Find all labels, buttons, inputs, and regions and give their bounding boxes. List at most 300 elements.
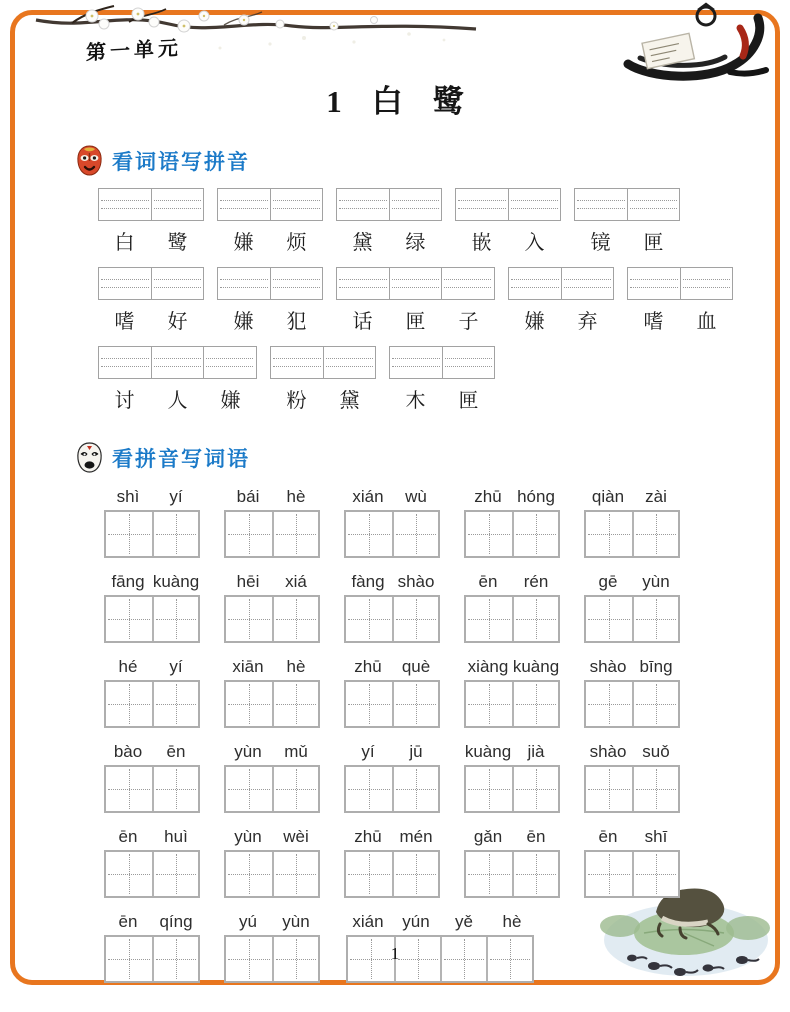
pinyin-answer-box[interactable] xyxy=(217,188,323,221)
word-char: 入 xyxy=(524,232,545,254)
exercise-row xyxy=(40,483,750,558)
word-entry xyxy=(98,188,204,260)
pinyin-grid-cell xyxy=(680,268,732,299)
word-entry xyxy=(98,267,204,339)
pinyin-label xyxy=(224,823,320,847)
pinyin-label xyxy=(344,653,440,677)
character-grid-cell xyxy=(586,767,632,811)
character-grid-cell xyxy=(466,597,512,641)
pinyin-entry xyxy=(464,738,560,813)
word-char: 嗜 xyxy=(643,311,664,333)
character-answer-box[interactable] xyxy=(344,510,440,558)
character-grid-cell xyxy=(466,852,512,896)
pinyin-syllable: xiān xyxy=(232,657,264,676)
pinyin-syllable: gǎn xyxy=(473,827,503,846)
pinyin-entry xyxy=(344,653,440,728)
character-grid-cell xyxy=(586,512,632,556)
character-grid-cell xyxy=(152,682,198,726)
pinyin-entry xyxy=(344,483,440,558)
pinyin-grid-cell xyxy=(627,189,679,220)
pinyin-syllable: ēn xyxy=(118,827,138,846)
pinyin-syllable: què xyxy=(401,657,431,676)
pinyin-answer-box[interactable] xyxy=(217,267,323,300)
character-grid-cell xyxy=(466,767,512,811)
pinyin-entry xyxy=(104,823,200,898)
pinyin-syllable: xiàng xyxy=(467,657,509,676)
character-grid-cell xyxy=(512,767,558,811)
word-char: 嫌 xyxy=(524,311,545,333)
pinyin-syllable: yú xyxy=(239,912,257,931)
word-label xyxy=(98,305,204,334)
character-grid-cell xyxy=(152,767,198,811)
pinyin-grid-cell xyxy=(270,268,322,299)
word-entry xyxy=(98,346,257,418)
pinyin-syllable: yùn xyxy=(642,572,670,591)
pinyin-syllable: mǔ xyxy=(284,742,308,761)
character-answer-box[interactable] xyxy=(104,850,200,898)
character-grid-cell xyxy=(392,767,438,811)
pinyin-answer-box[interactable] xyxy=(98,188,204,221)
character-grid-cell xyxy=(346,597,392,641)
pinyin-entry xyxy=(224,738,320,813)
pinyin-label xyxy=(584,738,680,762)
pinyin-label xyxy=(584,823,680,847)
character-grid-cell xyxy=(586,682,632,726)
pinyin-syllable: ēn xyxy=(526,827,546,846)
pinyin-syllable: fàng xyxy=(351,572,385,591)
exercise-row xyxy=(40,188,750,260)
character-grid-cell xyxy=(346,852,392,896)
character-grid-cell xyxy=(346,682,392,726)
pinyin-grid-cell xyxy=(218,189,270,220)
word-label xyxy=(389,384,495,413)
word-label xyxy=(627,305,733,334)
word-entry xyxy=(217,188,323,260)
opera-mask-red-icon xyxy=(76,145,103,176)
pinyin-grid-cell xyxy=(389,268,441,299)
character-grid-cell xyxy=(226,597,272,641)
character-answer-box[interactable] xyxy=(104,765,200,813)
word-char: 鹭 xyxy=(167,232,188,254)
character-grid-cell xyxy=(152,597,198,641)
pinyin-syllable: bái xyxy=(236,487,260,506)
pinyin-grid-cell xyxy=(99,189,151,220)
character-grid-cell xyxy=(632,512,678,556)
pinyin-entry xyxy=(224,653,320,728)
pinyin-answer-box[interactable] xyxy=(574,188,680,221)
pinyin-entry xyxy=(464,568,560,643)
pinyin-syllable: yí xyxy=(169,657,183,676)
pinyin-label xyxy=(104,738,200,762)
character-grid-cell xyxy=(512,597,558,641)
pinyin-syllable: wù xyxy=(405,487,427,506)
character-grid-cell xyxy=(106,682,152,726)
pinyin-label xyxy=(464,568,560,592)
pinyin-entry xyxy=(104,653,200,728)
pinyin-to-word-exercise xyxy=(40,483,750,983)
exercise-row xyxy=(40,823,750,898)
pinyin-label xyxy=(464,738,560,762)
character-answer-box[interactable] xyxy=(464,850,560,898)
character-answer-box[interactable] xyxy=(464,510,560,558)
word-label xyxy=(455,226,561,255)
character-grid-cell xyxy=(226,512,272,556)
character-grid-cell xyxy=(632,682,678,726)
pinyin-label xyxy=(224,483,320,507)
pinyin-syllable: yí xyxy=(169,487,183,506)
pinyin-syllable: hè xyxy=(286,487,306,506)
pinyin-label xyxy=(104,483,200,507)
pinyin-grid-cell xyxy=(323,347,375,378)
pinyin-entry xyxy=(344,823,440,898)
pinyin-label xyxy=(344,908,536,932)
character-grid-cell xyxy=(512,512,558,556)
pinyin-entry xyxy=(104,738,200,813)
pinyin-syllable: shào xyxy=(589,657,627,676)
character-grid-cell xyxy=(106,512,152,556)
character-answer-box[interactable] xyxy=(224,765,320,813)
word-char: 烦 xyxy=(286,232,307,254)
pinyin-label xyxy=(104,823,200,847)
pinyin-syllable: bào xyxy=(113,742,143,761)
pinyin-syllable: huì xyxy=(164,827,188,846)
pinyin-entry xyxy=(224,483,320,558)
word-char: 讨 xyxy=(114,390,135,412)
character-grid-cell xyxy=(632,767,678,811)
pinyin-syllable: kuàng xyxy=(464,742,512,761)
character-grid-cell xyxy=(106,597,152,641)
character-answer-box[interactable] xyxy=(224,850,320,898)
word-char: 嗜 xyxy=(114,311,135,333)
pinyin-grid-cell xyxy=(441,268,493,299)
character-grid-cell xyxy=(392,597,438,641)
pinyin-entry xyxy=(104,568,200,643)
word-entry xyxy=(217,267,323,339)
pinyin-syllable: hóng xyxy=(517,487,555,506)
character-grid-cell xyxy=(632,597,678,641)
character-answer-box[interactable] xyxy=(224,510,320,558)
word-char: 镜 xyxy=(590,232,611,254)
character-grid-cell xyxy=(272,767,318,811)
pinyin-entry xyxy=(104,483,200,558)
lesson-number: 1 xyxy=(326,84,342,119)
word-label xyxy=(574,226,680,255)
pinyin-syllable: ēn xyxy=(478,572,498,591)
pinyin-syllable: qiàn xyxy=(591,487,625,506)
character-grid-cell xyxy=(272,682,318,726)
pinyin-label xyxy=(224,908,320,932)
character-grid-cell xyxy=(586,852,632,896)
pinyin-entry xyxy=(344,738,440,813)
pinyin-entry xyxy=(464,823,560,898)
lesson-title-text: 白鹭 xyxy=(371,84,494,119)
word-label xyxy=(98,226,204,255)
word-char: 嵌 xyxy=(471,232,492,254)
pinyin-entry xyxy=(584,653,680,728)
pinyin-label xyxy=(104,908,200,932)
character-grid-cell xyxy=(272,597,318,641)
character-grid-cell xyxy=(392,512,438,556)
character-answer-box[interactable] xyxy=(464,680,560,728)
character-grid-cell xyxy=(346,512,392,556)
word-char: 匣 xyxy=(458,390,479,412)
word-char: 黛 xyxy=(352,232,373,254)
word-entry xyxy=(270,346,376,418)
word-char: 白 xyxy=(114,232,135,254)
pinyin-grid-cell xyxy=(151,268,203,299)
word-char: 匣 xyxy=(643,232,664,254)
pinyin-label xyxy=(344,483,440,507)
character-answer-box[interactable] xyxy=(224,595,320,643)
pinyin-label xyxy=(584,653,680,677)
pinyin-label xyxy=(224,568,320,592)
pinyin-syllable: hè xyxy=(286,657,306,676)
word-entry xyxy=(389,346,495,418)
pinyin-label xyxy=(104,653,200,677)
character-answer-box[interactable] xyxy=(224,680,320,728)
pinyin-syllable: zhū xyxy=(474,487,502,506)
word-char: 木 xyxy=(405,390,426,412)
pinyin-syllable: gē xyxy=(598,572,618,591)
word-char: 弃 xyxy=(577,311,598,333)
pinyin-answer-box[interactable] xyxy=(455,188,561,221)
word-entry xyxy=(455,188,561,260)
character-grid-cell xyxy=(106,767,152,811)
pinyin-label xyxy=(224,653,320,677)
word-to-pinyin-exercise xyxy=(40,188,750,418)
pinyin-syllable: shào xyxy=(589,742,627,761)
unit-label: 第一单元 xyxy=(85,37,183,65)
exercise-row xyxy=(40,346,750,418)
word-label xyxy=(217,226,323,255)
word-label xyxy=(336,305,495,334)
pinyin-entry xyxy=(344,568,440,643)
word-char: 嫌 xyxy=(220,390,241,412)
word-char: 话 xyxy=(352,311,373,333)
pinyin-entry xyxy=(464,653,560,728)
pinyin-grid-cell xyxy=(151,189,203,220)
word-char: 匣 xyxy=(405,311,426,333)
character-answer-box[interactable] xyxy=(584,765,680,813)
pinyin-syllable: rén xyxy=(523,572,549,591)
word-char: 绿 xyxy=(405,232,426,254)
exercise-row xyxy=(40,267,750,339)
character-answer-box[interactable] xyxy=(344,850,440,898)
section-2-header xyxy=(76,442,750,473)
pinyin-grid-cell xyxy=(271,347,323,378)
pinyin-answer-box[interactable] xyxy=(98,267,204,300)
word-char: 粉 xyxy=(286,390,307,412)
pinyin-answer-box[interactable] xyxy=(336,188,442,221)
word-label xyxy=(217,305,323,334)
pinyin-entry xyxy=(224,823,320,898)
word-label xyxy=(336,226,442,255)
character-grid-cell xyxy=(346,767,392,811)
lesson-title xyxy=(40,76,750,121)
pinyin-label xyxy=(344,738,440,762)
pinyin-syllable: shī xyxy=(644,827,668,846)
pinyin-grid-cell xyxy=(628,268,680,299)
character-grid-cell xyxy=(152,852,198,896)
pinyin-syllable: yún xyxy=(402,912,430,931)
section-1-heading: 看词语写拼音 xyxy=(112,150,250,174)
character-grid-cell xyxy=(272,852,318,896)
pinyin-syllable: zài xyxy=(645,487,667,506)
word-label xyxy=(508,305,614,334)
pinyin-syllable: ēn xyxy=(166,742,186,761)
character-grid-cell xyxy=(226,852,272,896)
word-label xyxy=(270,384,376,413)
pinyin-syllable: ēn xyxy=(598,827,618,846)
exercise-row xyxy=(40,653,750,728)
character-grid-cell xyxy=(226,767,272,811)
pinyin-answer-box[interactable] xyxy=(389,346,495,379)
pinyin-syllable: yě xyxy=(455,912,473,931)
character-answer-box[interactable] xyxy=(584,510,680,558)
pinyin-grid-cell xyxy=(218,268,270,299)
pinyin-label xyxy=(104,568,200,592)
pinyin-entry xyxy=(224,568,320,643)
pinyin-label xyxy=(584,568,680,592)
pinyin-syllable: yùn xyxy=(234,827,262,846)
pinyin-entry xyxy=(584,738,680,813)
pinyin-syllable: fāng xyxy=(111,572,145,591)
pinyin-syllable: jū xyxy=(409,742,423,761)
word-entry xyxy=(336,188,442,260)
pinyin-grid-cell xyxy=(270,189,322,220)
pinyin-syllable: zhū xyxy=(354,657,382,676)
pinyin-syllable: xián xyxy=(352,912,384,931)
pinyin-grid-cell xyxy=(203,347,255,378)
pinyin-syllable: mén xyxy=(399,827,433,846)
exercise-row xyxy=(40,568,750,643)
pinyin-syllable: shào xyxy=(397,572,435,591)
pinyin-label xyxy=(224,738,320,762)
character-grid-cell xyxy=(512,682,558,726)
word-label xyxy=(98,384,257,413)
character-grid-cell xyxy=(632,852,678,896)
pinyin-entry xyxy=(584,483,680,558)
pinyin-syllable: xián xyxy=(352,487,384,506)
pinyin-label xyxy=(464,483,560,507)
pinyin-syllable: shì xyxy=(116,487,140,506)
pinyin-entry xyxy=(584,823,680,898)
pinyin-syllable: kuàng xyxy=(152,572,200,591)
pinyin-syllable: zhū xyxy=(354,827,382,846)
page-number: 1 xyxy=(390,944,400,963)
word-entry xyxy=(336,267,495,339)
pinyin-syllable: ēn xyxy=(118,912,138,931)
word-char: 嫌 xyxy=(233,232,254,254)
pinyin-label xyxy=(464,653,560,677)
pinyin-syllable: yùn xyxy=(282,912,310,931)
word-entry xyxy=(574,188,680,260)
character-answer-box[interactable] xyxy=(104,510,200,558)
pinyin-answer-box[interactable] xyxy=(270,346,376,379)
character-grid-cell xyxy=(106,852,152,896)
pinyin-syllable: qíng xyxy=(159,912,193,931)
word-char: 好 xyxy=(167,311,188,333)
pinyin-label xyxy=(464,823,560,847)
word-char: 黛 xyxy=(339,390,360,412)
word-char: 人 xyxy=(167,390,188,412)
character-answer-box[interactable] xyxy=(584,850,680,898)
pinyin-grid-cell xyxy=(561,268,613,299)
word-char: 子 xyxy=(458,311,479,333)
pinyin-syllable: hé xyxy=(118,657,138,676)
character-answer-box[interactable] xyxy=(584,595,680,643)
word-entry xyxy=(627,267,733,339)
pinyin-label xyxy=(344,568,440,592)
opera-mask-white-icon xyxy=(76,442,103,473)
word-char: 犯 xyxy=(286,311,307,333)
pinyin-entry xyxy=(464,483,560,558)
pinyin-answer-box[interactable] xyxy=(627,267,733,300)
pinyin-grid-cell xyxy=(390,347,442,378)
character-answer-box[interactable] xyxy=(464,595,560,643)
pinyin-label xyxy=(584,483,680,507)
exercise-row xyxy=(40,738,750,813)
pinyin-grid-cell xyxy=(337,268,389,299)
character-grid-cell xyxy=(152,512,198,556)
character-answer-box[interactable] xyxy=(584,680,680,728)
word-char: 血 xyxy=(696,311,717,333)
pinyin-answer-box[interactable] xyxy=(336,267,495,300)
pinyin-answer-box[interactable] xyxy=(98,346,257,379)
character-answer-box[interactable] xyxy=(464,765,560,813)
character-answer-box[interactable] xyxy=(344,595,440,643)
pinyin-syllable: hè xyxy=(502,912,522,931)
pinyin-grid-cell xyxy=(575,189,627,220)
section-1-header xyxy=(76,145,750,176)
character-answer-box[interactable] xyxy=(104,680,200,728)
character-grid-cell xyxy=(392,682,438,726)
word-char: 嫌 xyxy=(233,311,254,333)
pinyin-syllable: suǒ xyxy=(642,742,670,761)
character-grid-cell xyxy=(392,852,438,896)
word-entry xyxy=(508,267,614,339)
pinyin-grid-cell xyxy=(99,268,151,299)
pinyin-grid-cell xyxy=(389,189,441,220)
pinyin-syllable: yùn xyxy=(234,742,262,761)
pinyin-syllable: jià xyxy=(527,742,545,761)
character-answer-box[interactable] xyxy=(104,595,200,643)
pinyin-grid-cell xyxy=(456,189,508,220)
character-grid-cell xyxy=(512,852,558,896)
character-grid-cell xyxy=(466,512,512,556)
pinyin-grid-cell xyxy=(509,268,561,299)
pinyin-grid-cell xyxy=(508,189,560,220)
pinyin-syllable: hēi xyxy=(236,572,260,591)
character-answer-box[interactable] xyxy=(344,680,440,728)
pinyin-grid-cell xyxy=(337,189,389,220)
pinyin-syllable: wèi xyxy=(283,827,309,846)
pinyin-syllable: yí xyxy=(361,742,375,761)
character-grid-cell xyxy=(272,512,318,556)
pinyin-entry xyxy=(584,568,680,643)
character-answer-box[interactable] xyxy=(344,765,440,813)
pinyin-syllable: xiá xyxy=(285,572,307,591)
pinyin-syllable: kuàng xyxy=(512,657,560,676)
pinyin-answer-box[interactable] xyxy=(508,267,614,300)
pinyin-grid-cell xyxy=(151,347,203,378)
pinyin-syllable: bīng xyxy=(639,657,673,676)
pinyin-grid-cell xyxy=(99,347,151,378)
section-2-heading: 看拼音写词语 xyxy=(112,447,250,471)
pinyin-grid-cell xyxy=(442,347,494,378)
character-grid-cell xyxy=(466,682,512,726)
character-grid-cell xyxy=(226,682,272,726)
